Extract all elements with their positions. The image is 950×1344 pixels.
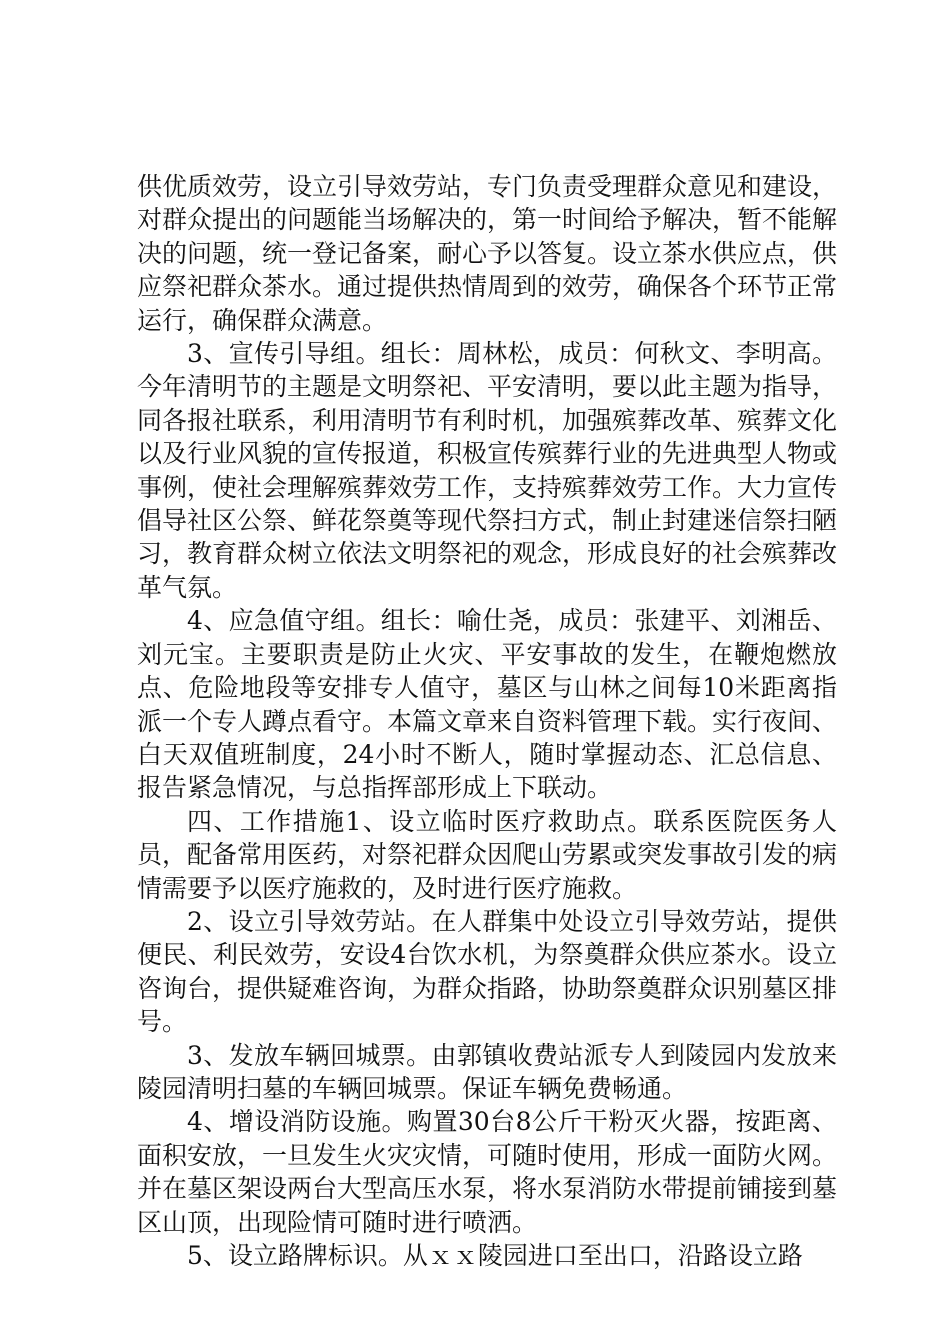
paragraph-medical-point: 四、工作措施1、设立临时医疗救助点。联系医院医务人员，配备常用医药，对祭祀群众因爬山劳累或突发事故引发的病情需要予以医疗施救的，及时进行医疗施救。 xyxy=(137,806,838,903)
paragraph-emergency-group: 4、应急值守组。组长：喻仕尧，成员：张建平、刘湘岳、刘元宝。主要职责是防止火灾、平安事故的发生，在鞭炮燃放点、危险地段等安排专人值守，墓区与山林之间每10米距离指派一个专人蹲点看守。本篇文章来自资料管理下载。实行夜间、白天双值班制度，24小时不断人，随时掌握动态、汇总信息、报告紧急情况，与总指挥部形成上下联动。 xyxy=(137,606,838,803)
paragraph-publicity-group: 3、宣传引导组。组长：周林松，成员：何秋文、李明高。今年清明节的主题是文明祭祀、平安清明，要以此主题为指导，同各报社联系，利用清明节有利时机，加强殡葬改革、殡葬文化以及行业风貌的宣传报道，积极宣传殡葬行业的先进典型人物或事例，使社会理解殡葬效劳工作，支持殡葬效劳工作。大力宣传倡导社区公祭、鲜花祭奠等现代祭扫方式，制止封建迷信祭扫陋习，教育群众树立依法文明祭祀的观念，形成良好的社会殡葬改革气氛。 xyxy=(137,339,838,602)
paragraph-guide-station: 2、设立引导效劳站。在人群集中处设立引导效劳站，提供便民、利民效劳，安设4台饮水机，为祭奠群众供应茶水。设立咨询台，提供疑难咨询，为群众指路，协助祭奠群众识别墓区排号。 xyxy=(137,906,838,1037)
paragraph-return-tickets: 3、发放车辆回城票。由郭镇收费站派专人到陵园内发放来陵园清明扫墓的车辆回城票。保证车辆免费畅通。 xyxy=(137,1040,837,1103)
paragraph-service-station: 供优质效劳，设立引导效劳站，专门负责受理群众意见和建设，对群众提出的问题能当场解决的，第一时间给予解决，暂不能解决的问题，统一登记备案，耐心予以答复。设立茶水供应点，供应祭祀群众茶水。通过提供热情周到的效劳，确保各个环节正常运行，确保群众满意。 xyxy=(137,172,838,335)
paragraph-road-signs: 5、设立路牌标识。从ｘｘ陵园进口至出口，沿路设立路 xyxy=(187,1241,803,1270)
paragraph-fire-facilities: 4、增设消防设施。购置30台8公斤干粉灭火器，按距离、面积安放，一旦发生火灾灾情，可随时使用，形成一面防火网。并在墓区架设两台大型高压水泵，将水泵消防水带提前铺接到墓区山顶，出现险情可随时进行喷洒。 xyxy=(137,1107,838,1237)
document-body xyxy=(137,170,837,1272)
